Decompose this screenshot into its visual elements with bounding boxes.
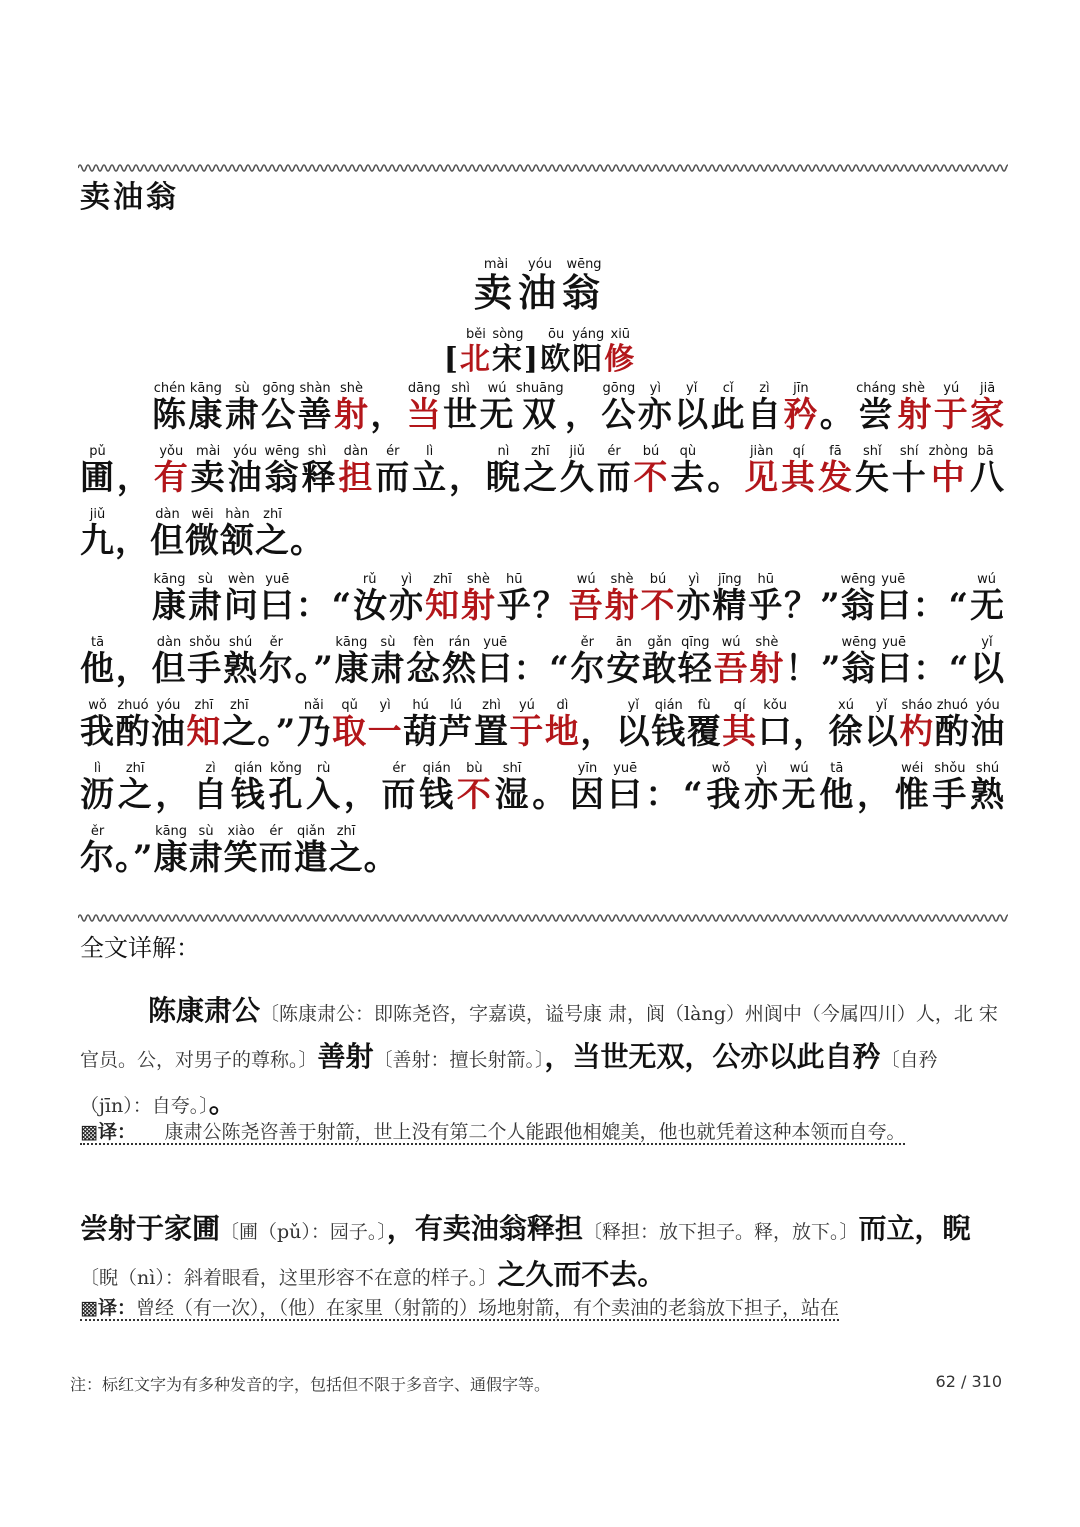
annotation: 〔释担：放下担子。释，放下。〕 [582,1221,859,1243]
explanation-block-1 [80,990,1005,1128]
poem-char: 亦yì [743,761,782,815]
source-text: 善射 [317,1040,374,1073]
poem-char: 无wú [969,572,1006,626]
poem-char: 不bú [633,444,671,498]
poem-char: 翁wēng [841,635,877,689]
poem-char: 此cǐ [710,381,747,435]
poem-char: ， [563,395,602,435]
author-char: 修xiū [604,327,637,377]
poem-char: 之zhī [117,761,156,815]
poem-char: 手shǒu [932,761,971,815]
poem-char: 敢gǎn [642,635,678,689]
poem-char: 尔ěr [80,824,115,878]
poem-char: 。 [532,775,570,815]
poem-char: 熟shú [223,635,259,689]
poem-char: 而ér [381,761,420,815]
author-char: ] [523,342,541,377]
poem-char: ！” [785,649,842,689]
source-text: 之久而不去。 [497,1258,666,1291]
poem-char: 于yú [509,698,545,752]
poem-char: 葫hú [403,698,439,752]
poem-char: 双shuāng [515,381,564,435]
poem-char: 他tā [80,635,116,689]
poem-char: 沥lì [80,761,118,815]
poem-char: 地dì [544,698,581,752]
poem-char: 精jīng [712,572,749,626]
poem-char: 之zhī [255,507,290,561]
poem-char: 轻qīng [677,635,714,689]
poem-char: 翁wēng [264,444,300,498]
source-text: ，有卖油翁释担 [386,1212,583,1245]
poem-char: 知zhī [424,572,461,626]
poem-char: 以yǐ [863,698,900,752]
author-char: 北běi [459,327,492,377]
page-number: 62 / 310 [935,1372,1002,1391]
poem-char: 担dàn [338,444,376,498]
title-char: 油yóu [517,257,562,315]
annotation: 〔圃（pǔ）：园子。〕 [220,1221,387,1243]
poem-char: 我wǒ [703,761,744,815]
poem-char: 口kǒu [757,698,794,752]
poem-char: 吾wú [568,572,605,626]
poem-char: 亦yì [389,572,425,626]
poem-char: 杓sháo [899,698,935,752]
poem-char: 曰yuē [607,761,646,815]
poem-char: 康kāng [333,635,371,689]
poem-char: 酌zhuó [115,698,151,752]
poem-char: 覆fù [686,698,723,752]
poem-char: 。” [115,838,154,878]
poem-char: 释shì [299,444,339,498]
poem-char: ， [449,458,486,498]
poem-char: 颔hàn [220,507,255,561]
poem-char: ：“ [912,586,970,626]
poem-char: ？ [532,586,569,626]
poem-char: 徐xú [828,698,864,752]
poem-char: 其qí [781,444,818,498]
poem-char: 惟wéi [894,761,933,815]
poem-char: 。 [707,458,745,498]
poem-char: 曰yuē [875,572,913,626]
poem-char: 肃sù [224,381,262,435]
poem-char: 汝rǔ [352,572,390,626]
author-char: 宋sòng [491,327,524,377]
poem-char: 康kāng [188,381,225,435]
poem-char: ， [115,649,152,689]
poem-char: 自zì [193,761,231,815]
poem-char: ， [115,521,150,561]
poem-char: 。” [294,649,334,689]
poem-char: 矢shǐ [854,444,892,498]
annotation: 〔自矜（jīn）：自夸。〕 [80,1049,938,1117]
poem-char: 微wēi [185,507,220,561]
source-text: 陈康肃公 [148,994,261,1027]
annotation: 〔善射：擅长射箭。〕 [373,1049,545,1071]
author-char: 欧ōu [540,327,573,377]
poem-char: 油yóu [150,698,187,752]
poem-char: 肃sù [370,635,407,689]
poem-char: ， [370,395,407,435]
poem-char: ， [793,712,829,752]
poem-char: 尝cháng [856,381,896,435]
poem-char: 十shí [891,444,929,498]
document-title: 卖油翁 [80,180,179,215]
poem-char: 孔kǒng [268,761,307,815]
annotation: 〔睨（nì）：斜着眼看，这里形容不在意的样子。〕 [80,1267,498,1289]
poem-char: 遣qiǎn [293,824,329,878]
poem-char: 公gōng [601,381,638,435]
poem-char: 睨nì [485,444,523,498]
poem-char: 其qí [722,698,758,752]
poem-char: 知zhī [186,698,222,752]
poem-char: ：“ [513,649,570,689]
poem-char: 油yóu [227,444,265,498]
poem-char: 。 [819,395,857,435]
poem-char: 熟shú [970,761,1006,815]
poem-char: 射shè [460,572,497,626]
poem-char: 一yì [367,698,404,752]
poem-char: 以yǐ [969,635,1006,689]
poem-char: ：“ [913,649,970,689]
poem-char: 曰yuē [477,635,514,689]
poem-char: 钱qián [419,761,457,815]
poem-char: 以yǐ [615,698,652,752]
poem-title [0,258,1080,317]
translation-text: 曾经（有一次），（他）在家里（射箭的）场地射箭，有个卖油的老翁放下担子，站在 [135,1297,839,1319]
source-text: ，当世无双，公亦以此自矜 [544,1040,881,1073]
translation-1 [80,1118,1005,1146]
poem-char: 不bù [456,761,495,815]
poem-char: 亦yì [676,572,713,626]
poem-char: ， [580,712,616,752]
poem-char: 置zhì [473,698,510,752]
poem-char: 无wú [479,381,516,435]
poem-char: 乎hū [748,572,785,626]
poem-char: 因yīn [569,761,608,815]
poem-char: 湿shī [494,761,533,815]
poem-char: 。” [257,712,297,752]
poem-char: 自zì [746,381,784,435]
title-char: 卖mài [473,257,518,315]
poem-paragraph [80,382,1005,573]
poem-char: 手shǒu [187,635,224,689]
poem-char: 见jiàn [744,444,782,498]
poem-char: 不bú [640,572,677,626]
poem-char: 圃pǔ [80,444,117,498]
translation-text: 康肃公陈尧咨善于射箭，世上没有第二个人能跟他相媲美，他也就凭着这种本领而自夸。 [126,1121,906,1143]
poem-char: 亦yì [637,381,675,435]
poem-char: 笑xiào [223,824,259,878]
poem-char: 当dāng [406,381,444,435]
author-char: [ [443,342,460,377]
poem-char: 射shè [333,381,371,435]
poem-char: 。 [290,521,325,561]
poem-char: 他tā [819,761,857,815]
poem-char: 芦lú [438,698,474,752]
poem-char: 而ér [258,824,294,878]
poem-char: ， [155,775,194,815]
poem-char: ， [116,458,154,498]
poem-char: 肃sù [187,572,224,626]
poem-char: 之zhī [328,824,364,878]
poem-char: 然rán [441,635,478,689]
wavy-divider-top [78,162,1008,174]
translation-label: ▩译： [80,1121,127,1143]
annotation: 〔陈康肃公：即陈尧咨，字嘉谟，谥号康 肃，阆（làng）州阆中（今属四川）人，北 宋官员。公，对男子的尊称。〕 [80,1003,998,1071]
section-heading: 全文详解： [80,934,200,962]
poem-char: 吾wú [713,635,750,689]
source-text: 。 [208,1086,237,1119]
poem-char: 肃sù [188,824,224,878]
poem-char: 中zhòng [928,444,969,498]
wavy-divider-middle [78,912,1008,924]
poem-char: 而ér [375,444,413,498]
poem-char: 于yú [933,381,971,435]
poem-body [80,382,1005,890]
poem-author [0,328,1080,378]
poem-char: 八bā [968,444,1005,498]
source-text: 而立，睨 [858,1212,971,1245]
poem-char: 曰yuē [876,635,914,689]
poem-char: 取qǔ [332,698,368,752]
poem-char: 康kāng [153,824,189,878]
poem-char: 入rù [306,761,344,815]
poem-char: 矜jīn [783,381,820,435]
poem-char: 酌zhuó [934,698,971,752]
poem-char: 乃nǎi [296,698,333,752]
poem-char: 但dàn [150,507,185,561]
poem-char: 发fā [817,444,855,498]
explanation-block-2 [80,1208,1005,1300]
poem-char: 康kāng [152,572,188,626]
poem-char: 以yǐ [674,381,711,435]
poem-char: 家jiā [970,381,1006,435]
poem-char: 公gōng [261,381,298,435]
poem-char: 而ér [596,444,634,498]
poem-char: 世shì [443,381,480,435]
poem-char: 善shàn [297,381,334,435]
poem-char: 无wú [781,761,820,815]
poem-char: 翁wēng [840,572,876,626]
poem-char: 陈chén [152,381,189,435]
poem-char: 之zhī [221,698,258,752]
poem-char: 安ān [606,635,643,689]
translation-2 [80,1294,1005,1322]
poem-char: 射shè [895,381,934,435]
poem-char: ， [857,775,895,815]
poem-char: 立lì [412,444,450,498]
poem-char: 射shè [749,635,786,689]
footer-note: 注：标红文字为有多种发音的字，包括但不限于多音字、通假字等。 [70,1375,551,1394]
poem-char: 忿fèn [406,635,442,689]
poem-char: 之zhī [522,444,560,498]
poem-char: 问wèn [223,572,260,626]
poem-char: ：“ [295,586,353,626]
poem-char: 但dàn [151,635,188,689]
poem-char: 有yǒu [153,444,191,498]
poem-char: 尔ěr [569,635,607,689]
poem-char: 尔ěr [258,635,295,689]
poem-char: 我wǒ [80,698,116,752]
translation-label: ▩译： [80,1297,136,1319]
poem-char: 钱qián [651,698,687,752]
poem-char: ？” [784,586,841,626]
title-char: 翁wēng [562,257,607,315]
poem-char: 曰yuē [259,572,296,626]
poem-char: 九jiǔ [80,507,115,561]
poem-char: 乎hū [496,572,533,626]
poem-paragraph [80,573,1005,890]
poem-char: 。 [363,838,399,878]
poem-char: 去qù [670,444,708,498]
author-char: 阳yáng [572,327,605,377]
poem-char: 卖mài [190,444,228,498]
poem-char: 射shè [604,572,641,626]
poem-char: ：“ [645,775,704,815]
poem-char: 钱qián [230,761,269,815]
poem-char: 久jiǔ [559,444,597,498]
poem-char: 油yóu [970,698,1006,752]
poem-char: ， [343,775,382,815]
source-text: 尝射于家圃 [80,1212,221,1245]
